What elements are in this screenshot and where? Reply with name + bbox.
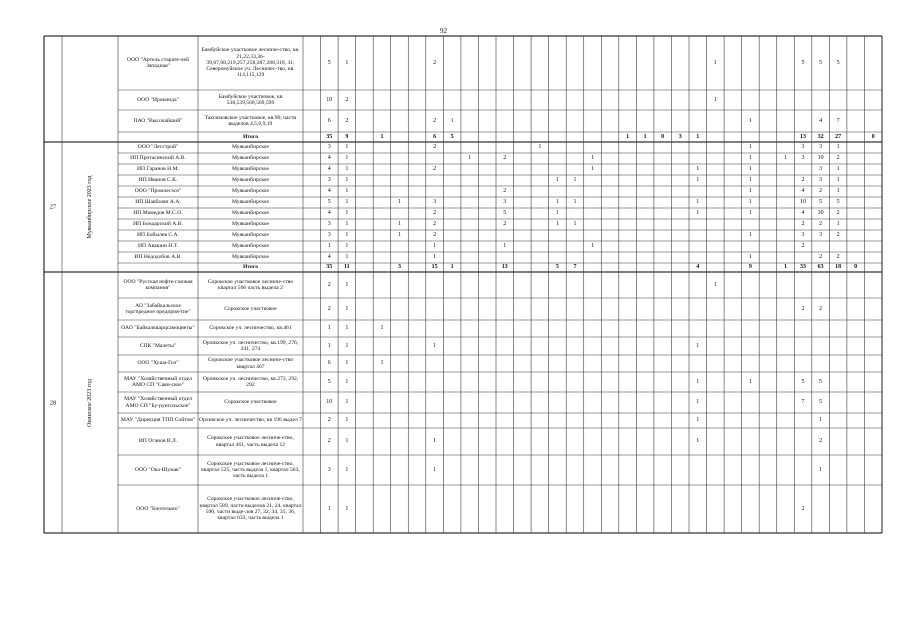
org-name-cell: ООО "Ока-Шумак": [134, 466, 182, 473]
value-cell: 10: [817, 155, 824, 162]
site-cell: Сорокское участковое лесниче-ство, квартал 525, часть выдела 1, квартал 563, часть выдела 1: [201, 460, 300, 480]
value-cell: 4: [801, 188, 805, 195]
site-cell: Муяканбирское: [231, 177, 270, 184]
value-cell: 0: [871, 133, 875, 140]
value-cell: 0: [854, 264, 858, 271]
value-cell: 10: [326, 399, 333, 406]
value-cell: 2: [836, 210, 840, 217]
value-cell: 1: [836, 221, 840, 228]
value-cell: 1: [696, 199, 700, 206]
value-cell: 1: [345, 188, 349, 195]
site-cell: Орликское уч. лесничество, кв 196 выдел 7: [199, 417, 302, 424]
value-cell: 15: [431, 264, 438, 271]
value-cell: 1: [433, 438, 437, 445]
org-name-cell: ООО "Русская нефте-газовая компания": [123, 278, 193, 291]
value-cell: 3: [678, 133, 682, 140]
value-cell: 1: [433, 342, 437, 349]
value-cell: 1: [345, 243, 349, 250]
value-cell: 1: [345, 59, 349, 66]
org-name-cell: ООО "Лесстрой": [137, 144, 179, 151]
value-cell: 1: [713, 281, 717, 288]
group-year-label: Окинское 2023 год: [87, 378, 93, 427]
value-cell: 2: [433, 232, 437, 239]
value-cell: 2: [819, 305, 823, 312]
value-cell: 4: [327, 254, 331, 261]
value-cell: 5: [327, 199, 331, 206]
value-cell: 9: [748, 264, 752, 271]
value-cell: 1: [748, 188, 752, 195]
value-cell: 1: [836, 177, 840, 184]
value-cell: 1: [345, 466, 349, 473]
site-cell: Сорокское участковое лесниче-ство, квартал 461, часть выдела 12: [207, 435, 294, 448]
group-number: 28: [49, 399, 57, 406]
value-cell: 1: [345, 325, 349, 332]
site-cell: Муяканбирское: [231, 188, 270, 195]
org-name-cell: СПК "Малеты": [139, 342, 177, 349]
value-cell: 1: [345, 342, 349, 349]
value-cell: 1: [836, 166, 840, 173]
value-cell: 1: [555, 199, 559, 206]
value-cell: 0: [661, 133, 665, 140]
org-name-cell: ООО "Промлесхоз": [134, 188, 182, 195]
site-cell: Муяканбирское: [231, 254, 270, 261]
org-name-cell: ОАО "Байкалкварцсамоцветы": [121, 325, 195, 332]
value-cell: 1: [380, 133, 384, 140]
value-cell: 1: [573, 221, 577, 228]
value-cell: 3: [327, 144, 331, 151]
org-name-cell: МАУ "Хозяйственный отдел АМО СП "Бу-рунгольское": [124, 396, 192, 409]
value-cell: 32: [817, 133, 824, 140]
site-cell: Таксимовское участковое, кв.90, части выделов 4,5,6,9,19: [204, 114, 297, 127]
value-cell: 4: [327, 210, 331, 217]
value-cell: 1: [327, 243, 331, 250]
value-cell: 1: [696, 166, 700, 173]
value-cell: 3: [397, 264, 401, 271]
site-cell: Муяканбирское: [231, 199, 270, 206]
value-cell: 4: [327, 166, 331, 173]
site-cell: Бамбуйское участковое лесниче-ство, кв. 21,22,33,36-39,67,68,219,257,258,287,288,318, 31; Северомуйское уч. Лесничес-тво, кв. 114,115,129: [201, 47, 300, 79]
site-cell: Бамбуйское участковое, кв 538,539,568,569,599: [218, 93, 283, 106]
value-cell: 5: [819, 59, 823, 66]
value-cell: 13: [501, 264, 508, 271]
value-cell: 4: [801, 210, 805, 217]
value-cell: 1: [696, 378, 700, 385]
value-cell: 1: [748, 254, 752, 261]
value-cell: 18: [835, 264, 842, 271]
org-name-cell: ПАО "Высочайший": [133, 117, 183, 124]
value-cell: 10: [800, 199, 807, 206]
value-cell: 1: [748, 232, 752, 239]
value-cell: 35: [326, 264, 333, 271]
site-cell: Муяканбирское: [231, 155, 270, 162]
value-cell: 1: [626, 133, 630, 140]
value-cell: 1: [380, 360, 384, 367]
org-name-cell: ИП Гаранов Н.М.: [137, 166, 179, 173]
value-cell: 2: [503, 188, 507, 195]
value-cell: 6: [327, 360, 331, 367]
value-cell: 1: [555, 210, 559, 217]
value-cell: 7: [836, 117, 840, 124]
value-cell: 2: [836, 232, 840, 239]
value-cell: 1: [397, 221, 401, 228]
value-cell: 13: [800, 133, 807, 140]
value-cell: 5: [819, 399, 823, 406]
value-cell: 2: [433, 221, 437, 228]
value-cell: 5: [801, 378, 805, 385]
value-cell: 5: [836, 59, 840, 66]
value-cell: 1: [748, 210, 752, 217]
value-cell: 2: [433, 117, 437, 124]
value-cell: 3: [801, 155, 805, 162]
value-cell: 1: [836, 144, 840, 151]
value-cell: 3: [819, 144, 823, 151]
value-cell: 27: [835, 133, 842, 140]
org-name-cell: ИП Недодобов А.В.: [134, 254, 182, 261]
value-cell: 4: [327, 188, 331, 195]
value-cell: 1: [433, 254, 437, 261]
value-cell: 1: [345, 177, 349, 184]
value-cell: 3: [327, 466, 331, 473]
site-cell: Муяканбирское: [231, 166, 270, 173]
org-name-cell: ИП Иванов С.К.: [138, 177, 178, 184]
org-name-cell: ООО "Артель старате-лей Западная": [127, 56, 189, 69]
value-cell: 3: [819, 232, 823, 239]
org-name-cell: МАУ "Хозяйственный отдел АМО СП "Саян-ское": [124, 375, 192, 388]
site-cell: Орликское уч. лесничество, кв.199, 276, 241, 274: [202, 339, 299, 352]
total-label-cell: Итого: [242, 133, 259, 140]
value-cell: 1: [345, 166, 349, 173]
total-label-cell: Итого: [242, 264, 259, 271]
value-cell: 1: [345, 281, 349, 288]
org-name-cell: ИП Шакбазян А.А.: [135, 199, 181, 206]
value-cell: 2: [433, 59, 437, 66]
value-cell: 2: [801, 243, 805, 250]
value-cell: 5: [503, 210, 507, 217]
value-cell: 1: [696, 177, 700, 184]
value-cell: 2: [819, 188, 823, 195]
value-cell: 2: [801, 177, 805, 184]
value-cell: 1: [345, 144, 349, 151]
value-cell: 1: [397, 199, 401, 206]
site-cell: Муяканбирское: [231, 144, 270, 151]
value-cell: 1: [450, 264, 454, 271]
site-cell: Сорокское участковое лесниче-ство квартал 566 часть выдела 2: [207, 278, 294, 291]
value-cell: 3: [327, 232, 331, 239]
value-cell: 1: [590, 243, 594, 250]
value-cell: 1: [345, 360, 349, 367]
group-number: 27: [49, 203, 57, 211]
value-cell: 2: [327, 438, 331, 445]
value-cell: 1: [555, 177, 559, 184]
org-name-cell: [120, 132, 196, 142]
value-cell: 1: [643, 133, 647, 140]
value-cell: 2: [327, 281, 331, 288]
value-cell: 5: [836, 199, 840, 206]
value-cell: 1: [538, 144, 542, 151]
value-cell: 1: [573, 177, 577, 184]
value-cell: 6: [433, 133, 437, 140]
org-name-cell: АО "Забайкальское торгпредное предприя-тие": [125, 302, 191, 315]
org-name-cell: ООО "Хуша-Гол": [137, 360, 179, 367]
value-cell: 1: [696, 417, 700, 424]
value-cell: 63: [817, 264, 824, 271]
org-name-cell: ИП Авашин Н.Т.: [138, 243, 178, 250]
value-cell: 5: [819, 199, 823, 206]
site-cell: Муяканбирское: [231, 243, 270, 250]
value-cell: 2: [433, 144, 437, 151]
value-cell: 1: [450, 117, 454, 124]
value-cell: 2: [345, 117, 349, 124]
value-cell: 2: [801, 505, 805, 512]
value-cell: 1: [327, 325, 331, 332]
value-cell: 2: [345, 96, 349, 103]
value-cell: 1: [748, 117, 752, 124]
site-cell: Муяканбирское: [231, 221, 270, 228]
value-cell: 1: [345, 232, 349, 239]
value-cell: 1: [836, 188, 840, 195]
value-cell: 1: [345, 210, 349, 217]
value-cell: 1: [819, 466, 823, 473]
org-name-cell: МАУ "Дирекция ТПП Сойтом": [120, 417, 196, 424]
value-cell: 1: [590, 166, 594, 173]
value-cell: 2: [503, 155, 507, 162]
value-cell: 7: [801, 399, 805, 406]
value-cell: 5: [450, 133, 454, 140]
value-cell: 33: [800, 264, 807, 271]
value-cell: 1: [819, 417, 823, 424]
value-cell: 1: [468, 155, 472, 162]
org-name-cell: ИП Протасинский А.В.: [130, 155, 186, 162]
site-cell: Муяканбирское: [231, 210, 270, 217]
value-cell: 5: [819, 378, 823, 385]
value-cell: 1: [573, 199, 577, 206]
value-cell: 1: [696, 133, 700, 140]
value-cell: 1: [345, 399, 349, 406]
value-cell: 1: [433, 466, 437, 473]
value-cell: 1: [783, 264, 787, 271]
value-cell: 2: [801, 221, 805, 228]
value-cell: 1: [380, 325, 384, 332]
value-cell: 35: [326, 133, 333, 140]
value-cell: 1: [433, 243, 437, 250]
value-cell: 1: [555, 221, 559, 228]
value-cell: 2: [819, 254, 823, 261]
site-cell: Муяканбирское: [231, 232, 270, 239]
value-cell: 4: [327, 155, 331, 162]
value-cell: 3: [433, 199, 437, 206]
value-cell: 3: [819, 166, 823, 173]
value-cell: 1: [696, 210, 700, 217]
value-cell: 1: [345, 417, 349, 424]
value-cell: 3: [801, 232, 805, 239]
value-cell: 11: [344, 264, 350, 271]
value-cell: 2: [836, 155, 840, 162]
value-cell: 1: [345, 221, 349, 228]
value-cell: 2: [503, 221, 507, 228]
value-cell: 5: [327, 378, 331, 385]
value-cell: 1: [713, 59, 717, 66]
value-cell: 1: [345, 254, 349, 261]
site-cell: Сорокское участковое лесниче-ство квартал 467: [207, 357, 294, 370]
value-cell: 9: [345, 133, 349, 140]
org-name-cell: ООО "Биотельмо": [136, 505, 180, 512]
value-cell: 1: [345, 199, 349, 206]
value-cell: 1: [345, 505, 349, 512]
site-cell: Сорокское участковое лесниче-ство, квартал 589, части выделов 21, 24, квартал 590, части выде-лов 27, 32, 34, 35, 36, квартал 633, часть выдела 1: [199, 496, 302, 522]
value-cell: 5: [801, 59, 805, 66]
value-cell: 3: [503, 199, 507, 206]
value-cell: 4: [819, 117, 823, 124]
value-cell: 1: [748, 155, 752, 162]
value-cell: 5: [555, 264, 559, 271]
value-cell: 1: [748, 144, 752, 151]
value-cell: 1: [345, 155, 349, 162]
value-cell: 10: [326, 96, 333, 103]
value-cell: 1: [327, 505, 331, 512]
value-cell: 1: [345, 378, 349, 385]
value-cell: 1: [696, 438, 700, 445]
value-cell: 2: [327, 417, 331, 424]
value-cell: 3: [327, 177, 331, 184]
value-cell: 1: [503, 243, 507, 250]
value-cell: 1: [397, 232, 401, 239]
org-name-cell: ИП Мамедов М.С.О.: [133, 210, 183, 217]
value-cell: 1: [590, 155, 594, 162]
value-cell: 4: [696, 264, 700, 271]
value-cell: 1: [345, 438, 349, 445]
value-cell: 1: [748, 177, 752, 184]
value-cell: 5: [327, 59, 331, 66]
value-cell: 7: [573, 264, 577, 271]
value-cell: 3: [801, 144, 805, 151]
value-cell: 2: [801, 305, 805, 312]
org-name-cell: ИП Оганов В.Л.: [138, 438, 178, 445]
site-cell: Сорокское участковое: [224, 399, 277, 406]
page-number: 92: [440, 27, 447, 35]
value-cell: 1: [748, 199, 752, 206]
site-cell: Сорокское уч. лесничество, кв.461: [209, 325, 292, 332]
value-cell: 6: [327, 117, 331, 124]
value-cell: 1: [696, 342, 700, 349]
group-year-label: Муяканбирское 2023 год: [87, 175, 93, 239]
value-cell: 2: [433, 166, 437, 173]
value-cell: 3: [327, 221, 331, 228]
value-cell: 1: [783, 155, 787, 162]
value-cell: 1: [713, 96, 717, 103]
org-name-cell: ИП Бондарский А.В.: [133, 221, 183, 228]
value-cell: 2: [819, 438, 823, 445]
value-cell: 1: [345, 305, 349, 312]
org-name-cell: ООО "Ирокинда": [137, 96, 179, 103]
value-cell: 2: [327, 305, 331, 312]
value-cell: 1: [327, 342, 331, 349]
org-name-cell: [120, 263, 196, 272]
value-cell: 2: [819, 221, 823, 228]
value-cell: 30: [817, 210, 824, 217]
value-cell: 1: [748, 378, 752, 385]
value-cell: 2: [836, 254, 840, 261]
value-cell: 1: [748, 166, 752, 173]
value-cell: 1: [696, 399, 700, 406]
site-cell: Сорокское участковое: [224, 305, 277, 312]
value-cell: 3: [819, 177, 823, 184]
site-cell: Орликское уч. лесничество, кв.273, 292, 292: [202, 375, 299, 388]
value-cell: 2: [433, 210, 437, 217]
org-name-cell: ИП Бобылев С.А.: [137, 232, 179, 239]
